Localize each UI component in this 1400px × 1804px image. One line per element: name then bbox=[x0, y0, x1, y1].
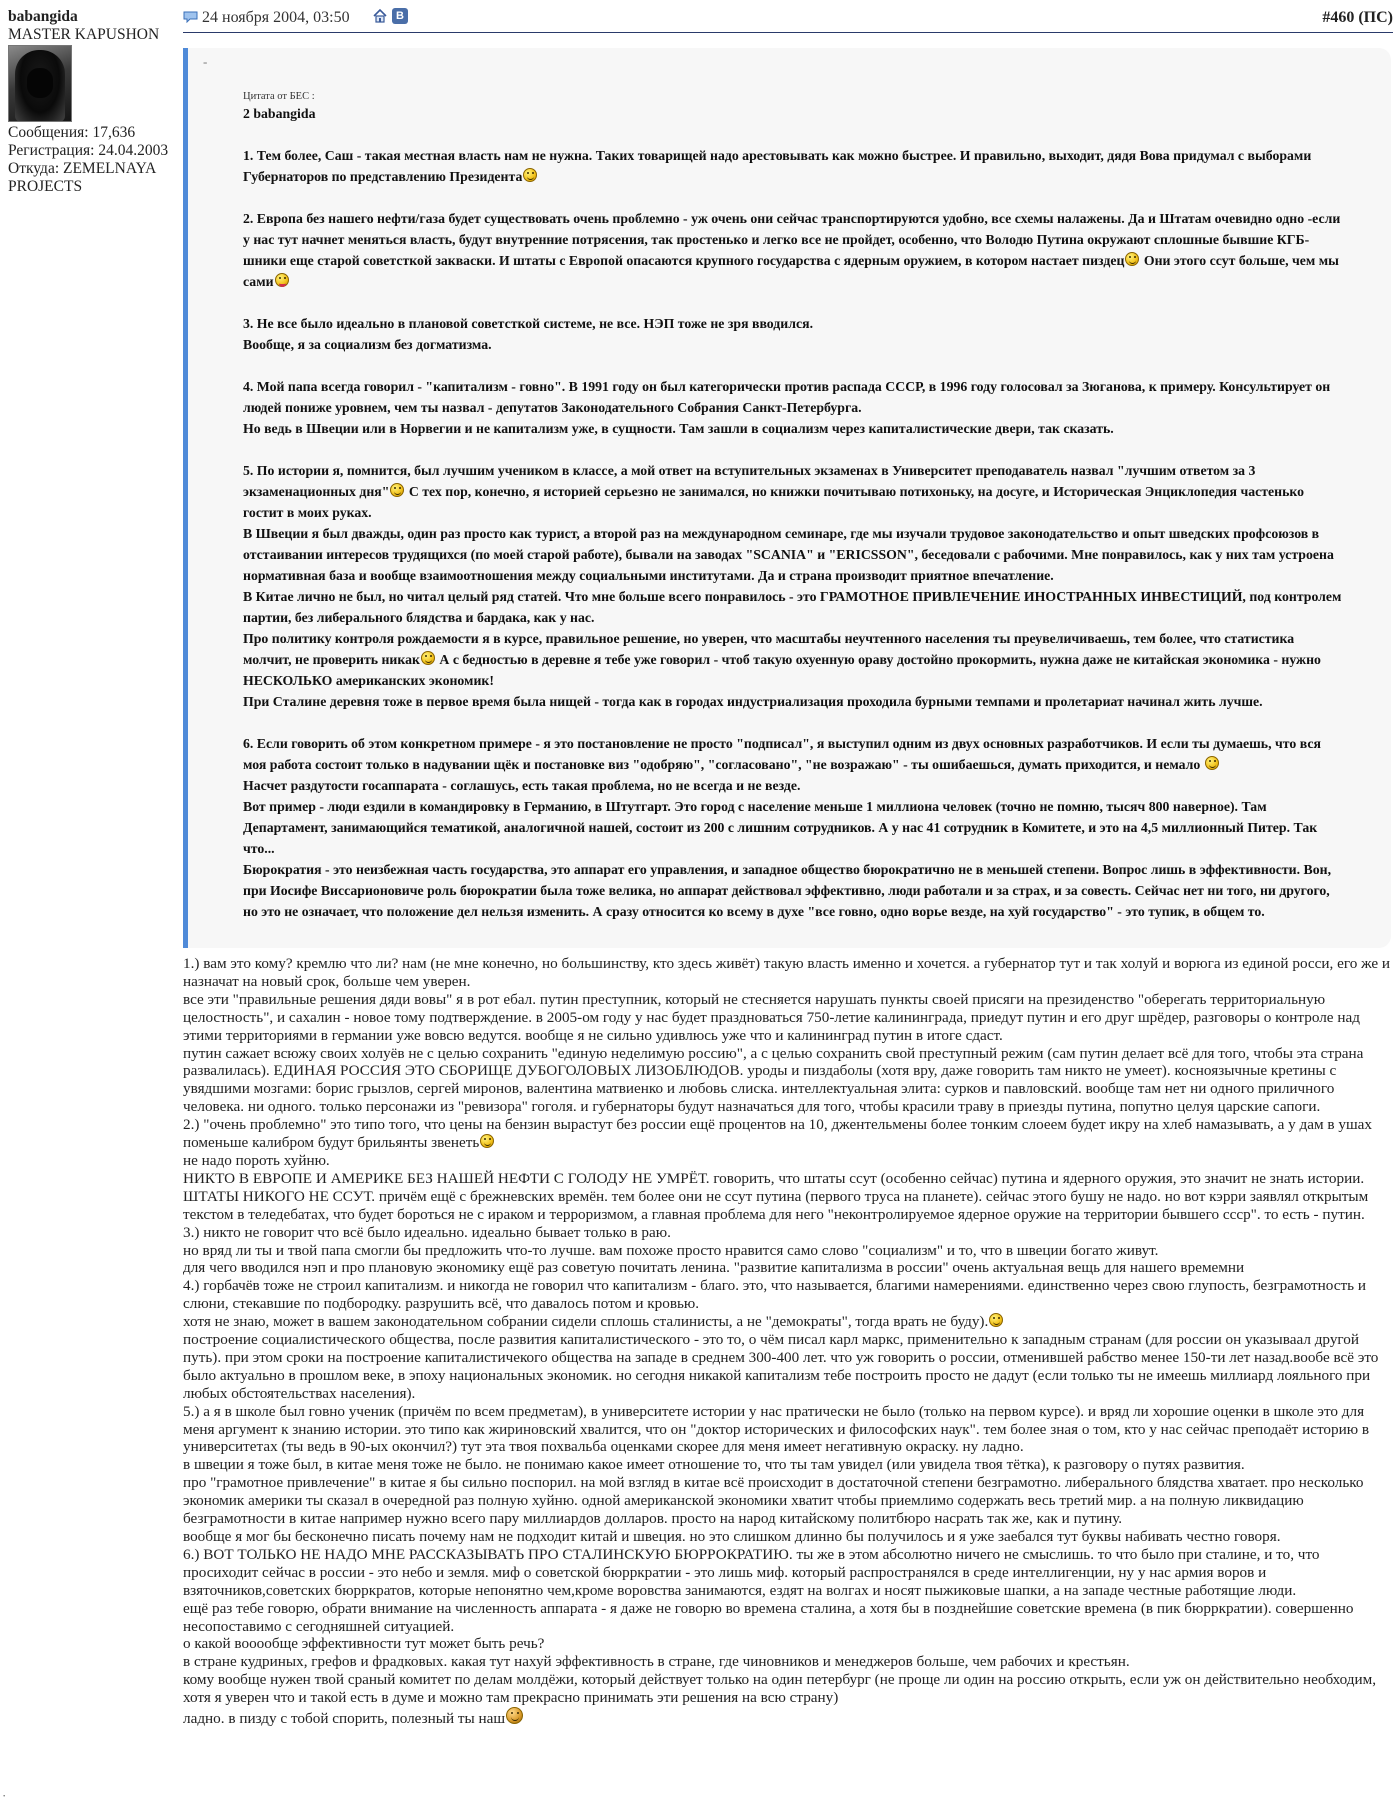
quote-paragraph: 2. Европа без нашего нефти/газа будет существовать очень проблемно - уж очень они сейчас транспортируются удобно, все схемы налажены. Да и Штатам очевидно одно -если у нас тут начнет меняться власть, будут внутренние потрясения, так простенько и легко все не пройдет, особенно, что Володю Путина окружают сплошные бывшие КГБ-шники еще старой советсткой закваски. И штаты с Европой опасаются крупного государства с ядерным оружием, в котором настает пиздец Они этого ссут больше, чем мы сами bbox=[243, 211, 1341, 289]
reply-paragraph: про "грамотное привлечение" в китае я бы сильно поспорил. на мой взгляд в китае всё происходит в достаточной степени безграмотно. либерального блядства хватает. про несколько экономик америки ты сказал в очередной раз полную хуйню. одной американской экономики хватит чтобы приемлимо содержать весь третий мир. а на полную ликвидацию безграмотности в китае например нужно всего пару миллиардов долларов. просто на народ китайскому политбюро насрать так же, как и путину. bbox=[183, 1474, 1364, 1528]
quote-paragraph: В Швеции я был дважды, один раз просто как турист, а второй раз на международном семинаре, где мы изучали трудовое законодательство и опыт шведских профсоюзов в отстаивании интересов трудящихся (по моей старой работе), бывали на заводах "SCANIA" и "ERICSSON", беседовали с рабочими. Мне понравилось, как у них там устроена нормативная база и вообще взаимоотношения между социальными институтами. Да и страна производит приятное впечатление. bbox=[243, 526, 1334, 583]
reply-paragraph: хотя не знаю, может в вашем законодательном собрании сидели сплошь сталинисты, а не "демократы", тогда врать не буду). bbox=[183, 1313, 1393, 1331]
user-title: MASTER KAPUSHON bbox=[8, 26, 160, 43]
reply-body bbox=[183, 955, 1393, 1728]
smiley-icon bbox=[480, 1134, 494, 1148]
avatar-face-shape bbox=[27, 68, 53, 98]
quote-paragraph: При Сталине деревня тоже в первое время была нищей - тогда как в городах индустриализация проходила бурными темпами и пролетариат начинал жить лучше. bbox=[243, 694, 1263, 709]
user-panel bbox=[8, 8, 178, 196]
reply-paragraph: 4.) горбачёв тоже не строил капитализм. и никогда не говорил что капитализм - благо. это, что называется, благими намерениями. единственно через свою глупость, безграмотность и слюни, стекавшие по подбородку. разрушить всё, что давалось потом и кровью. bbox=[183, 1277, 1366, 1313]
smiley-icon bbox=[506, 1707, 523, 1724]
quote-box bbox=[183, 48, 1391, 948]
quote-paragraph: Про политику контроля рождаемости я в курсе, правильное решение, но уверен, что масштабы неучтенного населения ты преувеличиваешь, тем более, что статистика молчит, не проверить никак А с бедностью в деревне я тебе уже говорил - чтоб такую охуенную ораву достойно прокормить, нужна даже не китайская экономика - нужно НЕСКОЛЬКО американских экономик! bbox=[243, 631, 1321, 688]
reply-paragraph: в швеции я тоже был, в китае меня тоже не было. не понимаю какое имеет отношение то, что ты там увидел (или увидела твоя тётка), к разговору о путях развития. bbox=[183, 1456, 1245, 1474]
paragraph-gap bbox=[243, 187, 1343, 208]
reply-paragraph: ладно. в пизду с тобой спорить, полезный ты наш bbox=[183, 1707, 1393, 1728]
quote-paragraph: 2 babangida bbox=[243, 106, 316, 121]
post-date: 24 ноября 2004, 03:50 bbox=[202, 9, 350, 26]
reply-paragraph: не надо пороть хуйню. bbox=[183, 1151, 330, 1169]
reply-paragraph: построение социалистического общества, после развития капиталистического - это то, о чём писал карл маркс, применительно к западным странам (для россии он указываал другой путь). при этом сроки на построение капиталистичекого общества на западе в среднем 300-400 лет. что уж говорить о россии, отменившей рабство менее 150-ти лет назад.вообе всё это было актуально в прошлом веке, в эпоху национальных экономик. но сегодня никакой капитализм тебе построить просто не дадут (если только ты не имеешь миллиард лояльного при любых обстоятельствах населения). bbox=[183, 1331, 1379, 1402]
quote-paragraph: Вот пример - люди ездили в командировку в Германию, в Штутгарт. Это город с население меньше 1 миллиона человек (точно не помню, тысяч 800 наверное). Там Департамент, занимающийся тематикой, аналогичной нашей, состоит из 200 с лишним сотрудников. А у нас 41 сотрудник в Комитете, и это на 4,5 миллионный Питер. Так что... bbox=[243, 799, 1318, 856]
quote-content bbox=[243, 90, 1343, 922]
reply-paragraph: 5.) а я в школе был говно ученик (причём по всем предметам), в университете истории у нас пратически не было (только на первом курсе). и вряд ли хорошие оценки в школе это для меня аргумент к знанию истории. это типо как жириновский хвалится, что он "доктор исторических и философских наук". тем более зная о том, кто у нас сейчас преподаёт историю в университетах (ты ведь в 90-ых окончил?) тут эта твоя похвальба оценками скорее для меня имеет негативную окраску. ну ладно. bbox=[183, 1402, 1370, 1456]
reply-paragraph: все эти "правильные решения дяди вовы" я в рот ебал. путин преступник, который не стесняется нарушать пункты своей присяги на президенство "оберегать территориальную целостность", и сахалин - новое тому подтверждение. в 2005-ом году у нас будет праздноваться 750-летие калининграда, приедут путин и его друг шрёдер, разговоры о контроле над этими территориями в германии уже вовсю ведутся. вообще я не сильно удивлюсь уже что и калининград путин в итоге сдаст. bbox=[183, 990, 1360, 1044]
footer-glyph: · bbox=[2, 1788, 7, 1803]
reply-paragraph: 3.) никто не говорит что всё было идеально. идеально бывает только в раю. bbox=[183, 1223, 671, 1241]
smiley-icon bbox=[390, 483, 404, 497]
reply-paragraph: в стране кудриных, грефов и фрадковых. какая тут нахуй эффективность в стране, где чиновников и менеджеров больше, чем рабочих и крестьян. bbox=[183, 1653, 1130, 1671]
paragraph-gap bbox=[243, 355, 1343, 376]
reply-paragraph: вообще я мог бы бесконечно писать почему нам не подходит китай и швеция. но это слишком длинно бы получилось и я уже заебался тут буквы набивать честно говоря. bbox=[183, 1528, 1281, 1545]
reply-paragraph: ещё раз тебе говорю, обрати внимание на численность аппарата - я даже не говорю во времена сталина, а хотя бы в позднейшие советские времена (в пик бюрркратии). совершенно несопоставимо с сегодняшней ситуацией. bbox=[183, 1599, 1354, 1635]
quote-body bbox=[243, 103, 1343, 922]
reply-paragraph: 2.) "очень проблемно" это типо того, что цены на бензин вырастут без россии ещё процентов на 10, джентельмены более тонким слоеем будет икру на хлеб намазывать, а у дам в ушах поменьше калибром будут брильянты звенеть bbox=[183, 1116, 1373, 1152]
quote-paragraph: 1. Тем более, Саш - такая местная власть нам не нужна. Таких товарищей надо арестовывать как можно быстрее. И правильно, выходит, дядя Вова придумал с выборами Губернаторов по представлению Президента bbox=[243, 148, 1312, 184]
vk-profile-icon[interactable]: В bbox=[392, 8, 408, 24]
quote-paragraph: Вообще, я за социализм без догматизма. bbox=[243, 337, 492, 352]
quote-paragraph: 4. Мой папа всегда говорил - "капитализм - говно". В 1991 году он был категорически против распада СССР, в 1996 году голосовал за Зюганова, к примеру. Консультирует он людей пониже уровнем, чем ты назвал - депутатов Законодательного Собрания Санкт-Петербурга. bbox=[243, 379, 1331, 415]
paragraph-gap bbox=[243, 712, 1343, 733]
smiley-icon bbox=[989, 1313, 1003, 1327]
smiley-icon bbox=[523, 168, 537, 182]
paragraph-gap bbox=[243, 292, 1343, 313]
quote-paragraph: 6. Если говорить об этом конкретном примере - я это постановление не просто "подписал", я выступил одним из двух основных разработчиков. И если ты думаешь, что вся моя работа состоит только в надувании щёк и постановке виз "одобряю", "согласовано", "не возражаю" - ты ошибаешься, думать приходится, и немало bbox=[243, 736, 1321, 772]
quote-title: Цитата от БЕС : bbox=[243, 91, 315, 102]
home-icon[interactable] bbox=[372, 8, 388, 24]
reply-paragraph: 6.) ВОТ ТОЛЬКО НЕ НАДО МНЕ РАССКАЗЫВАТЬ ПРО СТАЛИНСКУЮ БЮРРОКРАТИЮ. ты же в этом абсолютно ничего не смыслишь. то что было при сталине, и то, что просиходит сейчас в россии - это небо и земля. миф о советской бюрркратии - это лишь миф. который распространялся в среде интеллигенции, ну у нас армия воров и взяточников,советских бюрркратов, которые непонятно чем,кроме воровства занимаются, ездят на волгах и носят пыжиковые шапки, а на западе честные работящие люди. bbox=[183, 1545, 1320, 1599]
reply-paragraph: для чего вводился нэп и про плановую экономику ещё раз советую почитать ленина. "развитие капитализма в россии" очень актуальная вещь для нашего времемни bbox=[183, 1259, 1245, 1277]
avatar[interactable] bbox=[8, 45, 72, 122]
user-registration-date: Регистрация: 24.04.2003 bbox=[8, 142, 169, 159]
quote-paragraph: Насчет раздутости госаппарата - соглашусь, есть такая проблема, но не всегда и не везде. bbox=[243, 778, 801, 793]
smiley-icon bbox=[1125, 252, 1139, 266]
quote-paragraph: 5. По истории я, помнится, был лучшим учеником в классе, а мой ответ на вступительных экзаменах в Университет преподаватель назвал "лучшим ответом за 3 экзаменационных дня" С тех пор, конечно, я историей серьезно не занимался, но книжки почитываю потихоньку, на досуге, и Историческая Энциклопедия частенько гостит в моих руках. bbox=[243, 463, 1305, 520]
post-number-link[interactable]: #460 (ПС) bbox=[1322, 9, 1393, 26]
smiley-icon bbox=[421, 651, 435, 665]
quote-dash: - bbox=[203, 54, 208, 69]
reply-paragraph: НИКТО В ЕВРОПЕ И АМЕРИКЕ БЕЗ НАШЕЙ НЕФТИ С ГОЛОДУ НЕ УМРЁТ. говорить, что штаты ссут (особенно сейчас) путина и ядерного оружия, это значит не знать истории. ШТАТЫ НИКОГО НЕ ССУТ. причём ещё с брежневских времён. тем более они не ссут путина (первого труса на планете). сейчас этого бушу не надо. но вот кэрри заявлял открытым текстом в теледебатах, что будет бороться не с ираком и терроризмом, а главная проблема для него "неконтролируемое ядерное оружие на территории бывшего ссср". то есть - путин. bbox=[183, 1169, 1369, 1223]
user-location: Откуда: ZEMELNAYA PROJECTS bbox=[8, 160, 156, 195]
quote-paragraph: В Китае лично не был, но читал целый ряд статей. Что мне больше всего понравилось - это ГРАМОТНОЕ ПРИВЛЕЧЕНИЕ ИНОСТРАННЫХ ИНВЕСТИЦИЙ, под контролем партии, без либерального блядства и бардака, как у нас. bbox=[243, 589, 1342, 625]
reply-paragraph: кому вообще нужен твой сраный комитет по делам молдёжи, который действует только на один петербург (не проще ли один на россию открыть, если уж он действительно необходим, хотя я уверен что и такой есть в думе и можно там прекрасно принимать эти решения на всю страну) bbox=[183, 1671, 1377, 1707]
quote-paragraph: Но ведь в Швеции или в Норвегии и не капитализм уже, в сущности. Там зашли в социализм через капиталистические двери, так сказать. bbox=[243, 421, 1114, 436]
smiley-icon bbox=[1205, 756, 1219, 770]
smiley-icon bbox=[275, 273, 289, 287]
reply-paragraph: о какой вооообще эффективности тут может быть речь? bbox=[183, 1635, 545, 1653]
paragraph-gap bbox=[243, 439, 1343, 460]
username[interactable]: babangida bbox=[8, 8, 78, 25]
paragraph-gap bbox=[243, 124, 1343, 145]
reply-paragraph: путин сажает всюжу своих холуёв не с целью сохранить "единую неделимую россию", а с целью сохранить свой преступный режим (сам путин делает всё для того, чтобы эта страна развалилась). ЕДИНАЯ РОССИЯ ЭТО СБОРИЩЕ ДУБОГОЛОВЫХ ЛИЗОБЛЮДОВ. уроды и пиздаболы (хотя вру, даже говорить там никто не умеет). косноязычные кретины с увядшими мозгами: борис грызлов, сергей миронов, валентина матвиенко и любовь слиска. интеллектуальная элита: сурков и павловский. вообще там нет ни одного приличного человека. ни одного. только персонажи из "ревизора" гоголя. и губернаторы будут назначаться для того, чтобы красили траву в приезды путина, попутно целуя царские сапоги. bbox=[183, 1044, 1364, 1116]
post-header bbox=[183, 6, 1393, 33]
reply-paragraph: 1.) вам это кому? кремлю что ли? нам (не мне конечно, но большинству, кто здесь живёт) такую власть именно и хочется. а губернатор тут и так холуй и ворюга из единой росси, его же и назначат на новый срок, больше чем уверен. bbox=[183, 955, 1391, 990]
reply-paragraph: но вряд ли ты и твой папа смогли бы предложить что-то лучше. вам похоже просто нравится само слово "социализм" и то, что в швеции богато живут. bbox=[183, 1241, 1159, 1259]
quote-paragraph: 3. Не все было идеально в плановой советсткой системе, не все. НЭП тоже не зря вводился. bbox=[243, 316, 814, 331]
quote-paragraph: Бюрократия - это неизбежная часть государства, это аппарат его управления, и западное общество бюрократично не в меньшей степени. Вопрос лишь в эффективности. Вон, при Иосифе Виссарионовиче роль бюрократии была тоже велика, но аппарат действовал эффективно, люди работали и за страх, и за совесть. Сейчас нет ни того, ни другого, но это не означает, что положение дел нельзя изменить. А сразу относится ко всему в духе "все говно, одно ворье везде, на хуй государство" - это тупик, в общем то. bbox=[243, 862, 1332, 919]
post-comment-icon bbox=[183, 11, 198, 23]
user-message-count: Сообщения: 17,636 bbox=[8, 124, 136, 141]
